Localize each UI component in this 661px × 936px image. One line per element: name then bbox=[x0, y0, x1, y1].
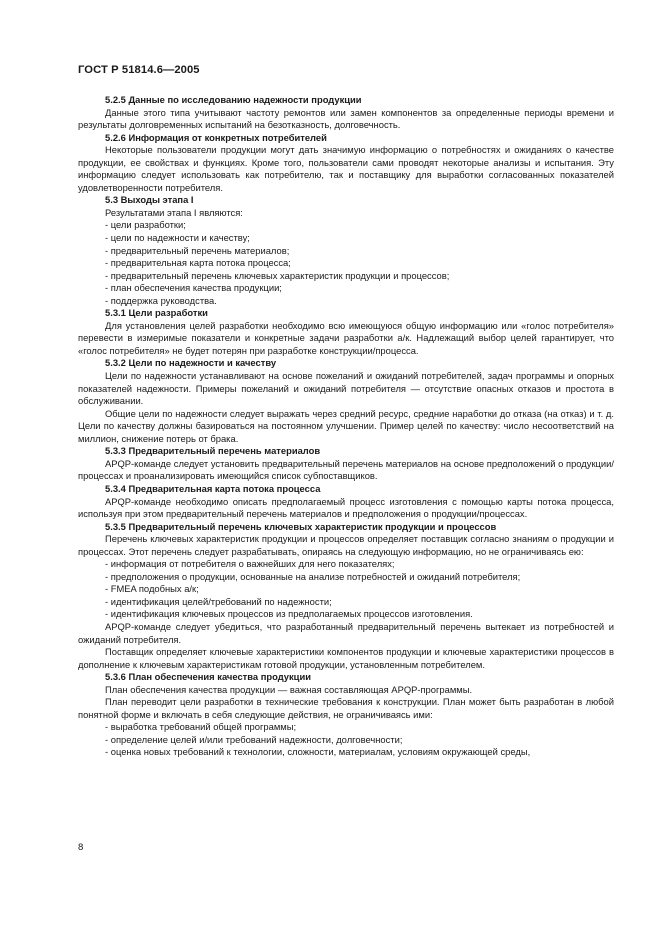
section-heading: 5.3.5 Предварительный перечень ключевых характеристик продукции и процессов bbox=[105, 520, 497, 532]
paragraph: Некоторые пользователи продукции могут дать значимую информацию о потребностях и ожиданиях о качестве продукции, ее свойствах и функциях. Кроме того, пользователи сами проводят некоторые анализы и испытания. Эту информацию следует использовать как потребителю, так и поставщику для выработки согласованных показателей удовлетворенности потребителя. bbox=[78, 144, 614, 193]
paragraph: Поставщик определяет ключевые характеристики компонентов продукции и ключевые характеристики процессов в дополнение к ключевым характеристикам готовой продукции, установленным потребителем. bbox=[78, 646, 614, 670]
list-item: - оценка новых требований к технологии, сложности, материалам, условиям окружающей среды, bbox=[105, 746, 531, 758]
section-heading: 5.2.5 Данные по исследованию надежности продукции bbox=[105, 94, 362, 105]
list-item: - FMEA подобных а/к; bbox=[105, 583, 199, 595]
list-item: - определение целей и/или требований надежности, долговечности; bbox=[105, 733, 403, 745]
section-heading: 5.3.2 Цели по надежности и качеству bbox=[105, 357, 277, 369]
paragraph: План обеспечения качества продукции — важная составляющая APQP-программы. bbox=[105, 683, 473, 695]
section-heading: 5.3.3 Предварительный перечень материалов bbox=[105, 445, 321, 457]
list-item: - идентификация ключевых процессов из предполагаемых процессов изготовления. bbox=[105, 608, 473, 620]
paragraph: Перечень ключевых характеристик продукции и процессов определяет поставщик согласно знаниям о продукции и процессах. Этот перечень следует разрабатывать, опираясь на следующую информацию, но не ограничиваясь ею: bbox=[78, 533, 614, 557]
paragraph: Для установления целей разработки необходимо всю имеющуюся общую информацию или «голос потребителя» перевести в измеримые показатели и конкретные задачи разработки а/к. Надлежащий выбор целей гарантирует, что «голос потребителя» не будет потерян при разработке конструкции/процесса. bbox=[78, 319, 614, 356]
paragraph: APQP-команде следует убедиться, что разработанный предварительный перечень вытекает из потребностей и ожиданий потребителя. bbox=[78, 620, 614, 645]
paragraph: Цели по надежности устанавливают на основе пожеланий и ожиданий потребителей, задач программы и опорных показателей надежности. Примеры пожеланий и ожиданий потребителя — отсутствие опасных отказов и простота в обслуживании. bbox=[78, 370, 614, 407]
list-item: - предположения о продукции, основанные на анализе потребностей и ожиданий потребителя; bbox=[105, 570, 521, 582]
list-item: - идентификация целей/требований по надежности; bbox=[105, 595, 332, 607]
paragraph: APQP-команде необходимо описать предполагаемый процесс изготовления с помощью карты потока процесса, используя при этом предварительный перечень материалов и предположения о продукции/процессах. bbox=[78, 495, 614, 520]
section-heading: 5.3.6 План обеспечения качества продукции bbox=[105, 671, 311, 683]
list-item: - предварительная карта потока процесса; bbox=[105, 257, 291, 269]
list-item: - предварительный перечень ключевых характеристик продукции и процессов; bbox=[105, 269, 450, 281]
paragraph: APQP-команде следует установить предварительный перечень материалов на основе предположений о продукции/процессах и проанализировать имеющийся список субпоставщиков. bbox=[78, 457, 614, 482]
section-heading: 5.3.4 Предварительная карта потока процесса bbox=[105, 482, 321, 494]
paragraph: Результатами этапа I являются: bbox=[105, 206, 243, 218]
list-item: - цели разработки; bbox=[105, 219, 186, 231]
list-item: - поддержка руководства. bbox=[105, 294, 217, 306]
paragraph: Общие цели по надежности следует выражать через средний ресурс, средние наработки до отказа (на отказ) и т. д. Цели по качеству должны базироваться на постоянном улучшении. Пример целей по качеству: число несоответствий на миллион, снижение потерь от брака. bbox=[78, 407, 614, 444]
document-body bbox=[78, 94, 614, 759]
section-heading: 5.3.1 Цели разработки bbox=[105, 307, 208, 319]
list-item: - выработка требований общей программы; bbox=[105, 721, 297, 733]
section-heading: 5.3 Выходы этапа I bbox=[105, 194, 194, 206]
section-heading: 5.2.6 Информация от конкретных потребителей bbox=[105, 131, 327, 143]
document-header: ГОСТ Р 51814.6—2005 bbox=[78, 64, 200, 76]
paragraph: Данные этого типа учитывают частоту ремонтов или замен компонентов за определенные периоды времени и результаты долговременных испытаний на безотказность, долговечность. bbox=[78, 106, 614, 131]
list-item: - предварительный перечень материалов; bbox=[105, 244, 290, 256]
paragraph: План переводит цели разработки в технические требования к конструкции. План может быть разработан в любой понятной форме и включать в себя следующие действия, не ограничиваясь ими: bbox=[78, 696, 614, 720]
list-item: - информация от потребителя о важнейших для него показателях; bbox=[105, 558, 395, 570]
page-number: 8 bbox=[78, 842, 84, 853]
list-item: - план обеспечения качества продукции; bbox=[105, 282, 282, 294]
list-item: - цели по надежности и качеству; bbox=[105, 232, 250, 244]
